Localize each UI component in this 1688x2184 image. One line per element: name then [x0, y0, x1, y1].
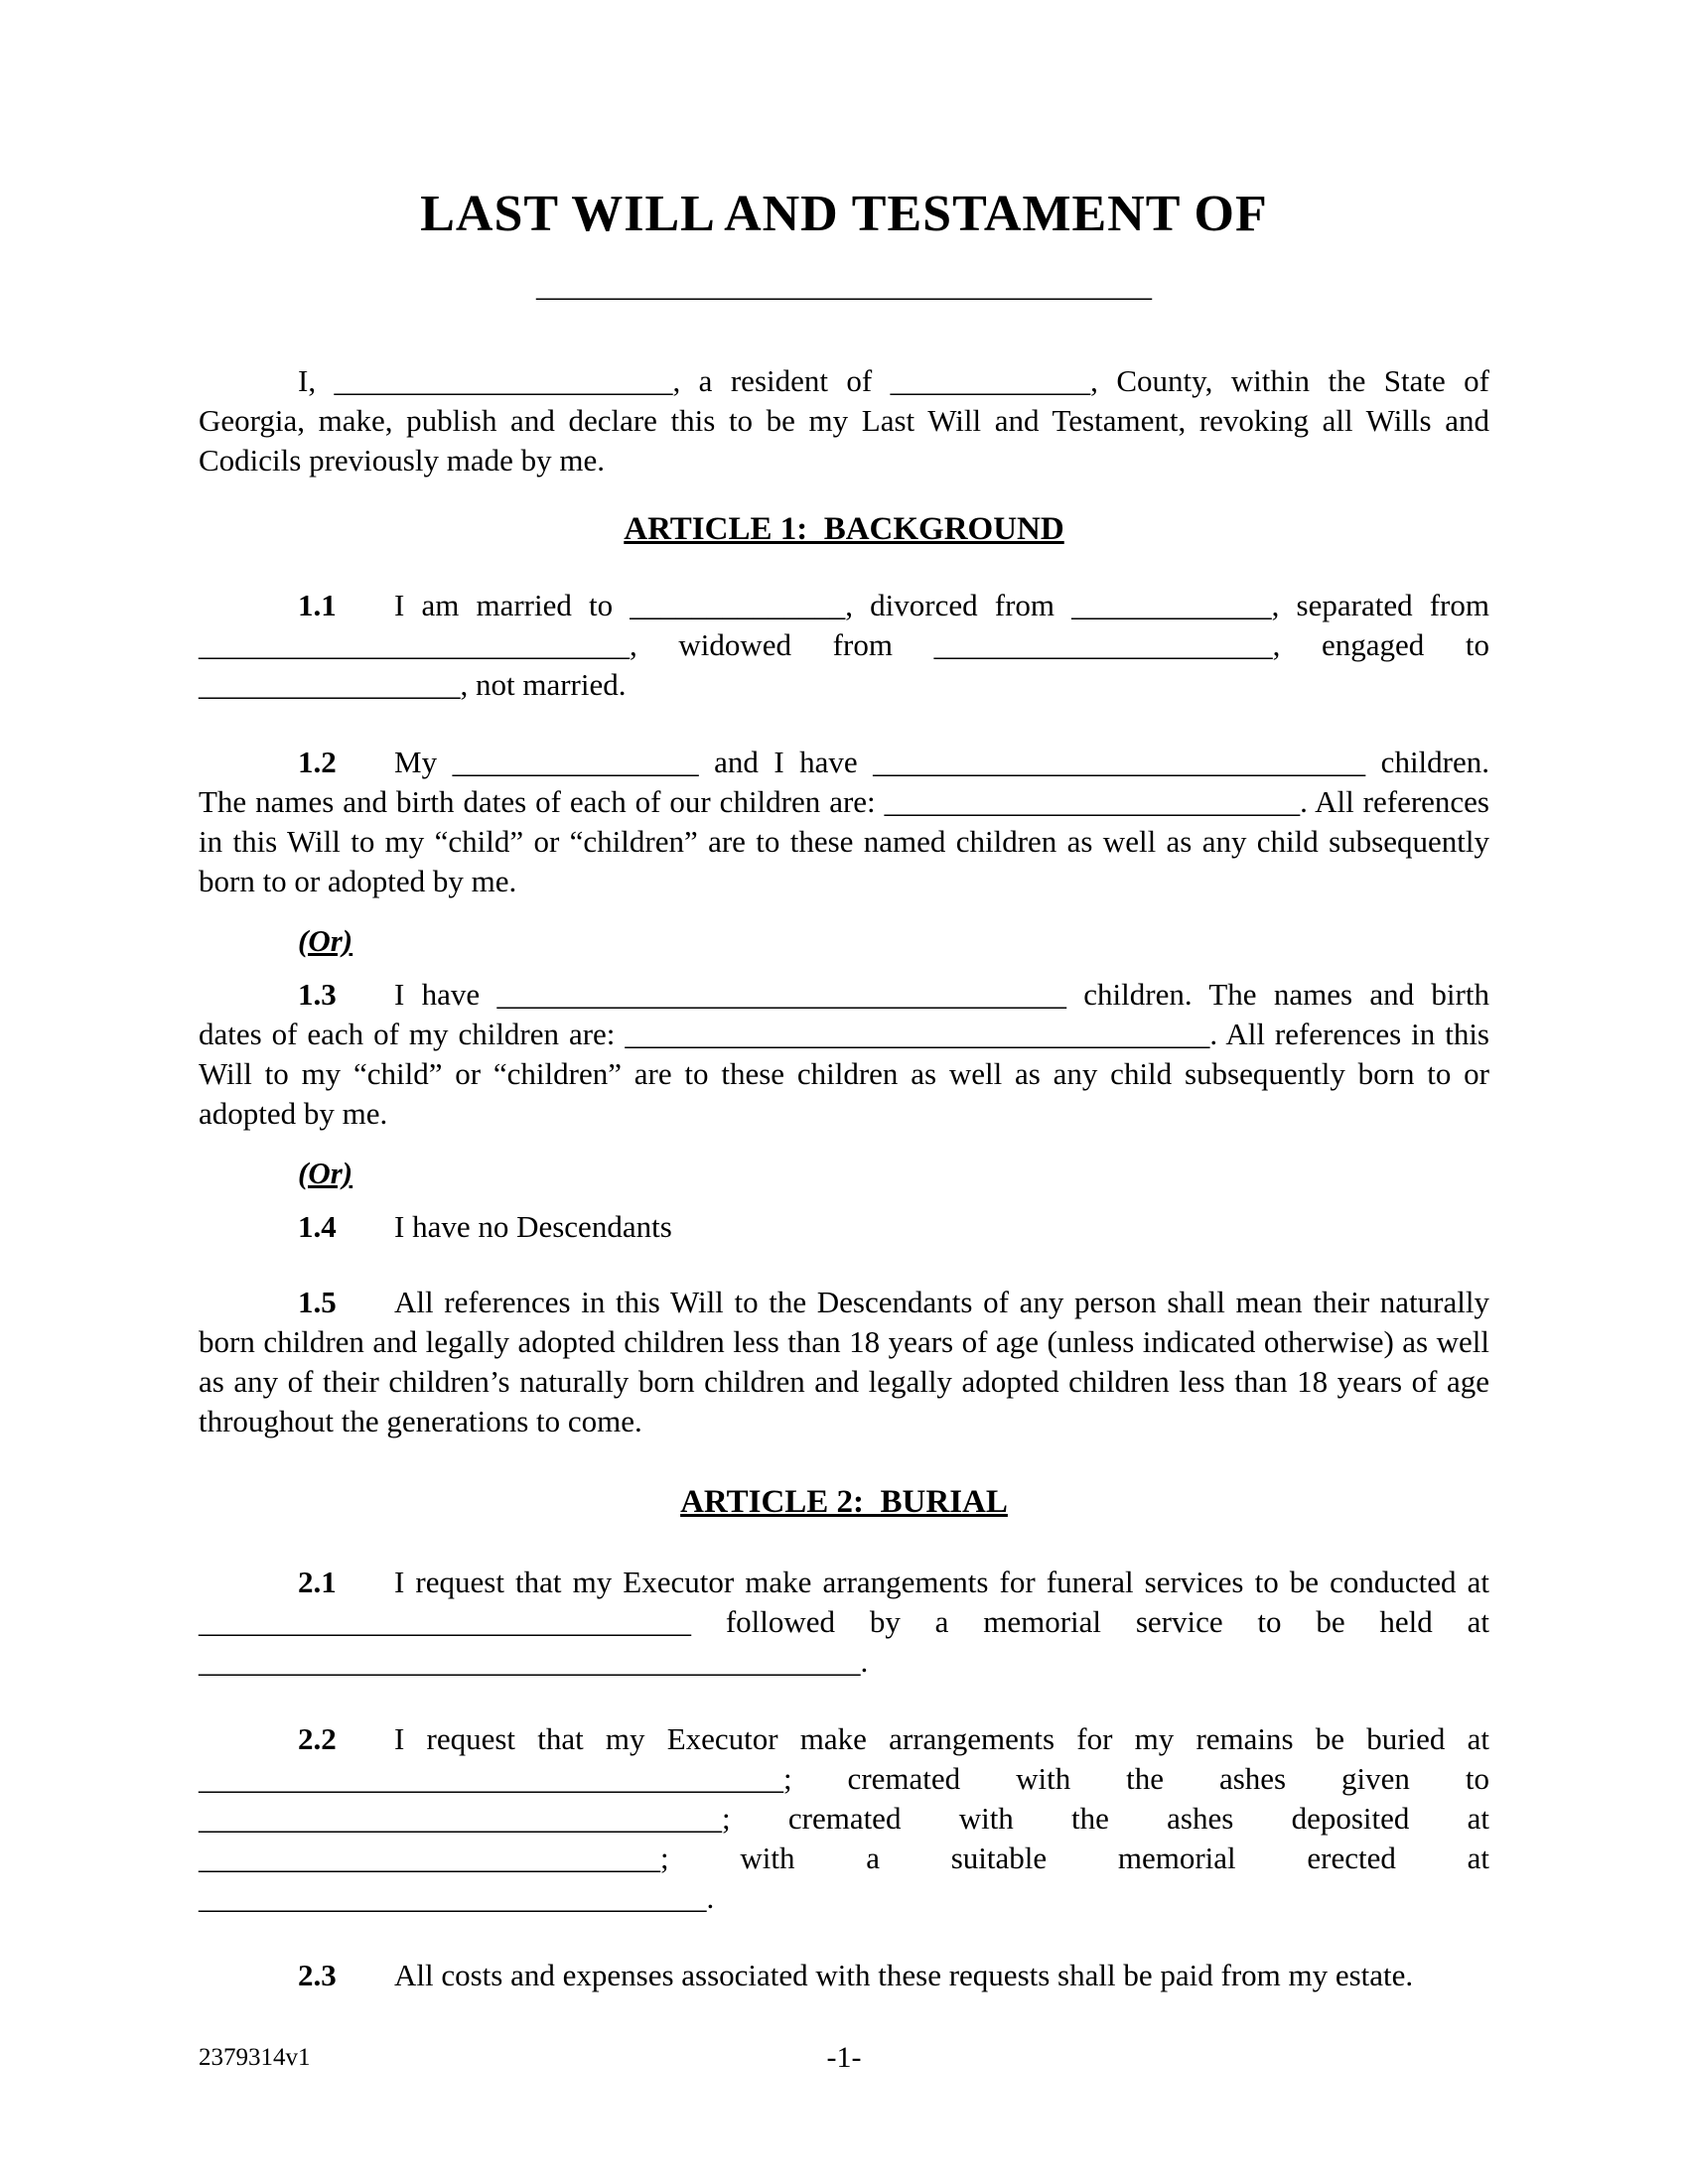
section-1-4-text: I have no Descendants: [394, 1208, 672, 1244]
article-1-heading: ARTICLE 1: BACKGROUND: [624, 510, 1064, 547]
section-2-2-text: I request that my Executor make arrangements for my remains be buried at ______________________________________; cremated with the ashes given to __________________________________; cremated with the ashes deposited at ______________________________; with a suitable memorial erected at _________________________________.: [199, 1720, 1489, 1915]
section-1-2-number: 1.2: [298, 744, 337, 779]
or-separator-1: (Or): [298, 922, 353, 958]
section-1-3-text: I have _____________________________________ children. The names and birth dates of each of my children are: ______________________________________. All references in this Will to my “child” or “children” are to these children as well as any child subsequently born to or adopted by me.: [199, 976, 1489, 1131]
section-2-2-number: 2.2: [298, 1720, 337, 1756]
footer-page-number: -1-: [826, 2041, 862, 2074]
section-1-4: [199, 1207, 1489, 1247]
section-1-1-text: I am married to ______________, divorced from _____________, separated from ____________________________, widowed from ______________________, engaged to _________________, not married.: [199, 587, 1489, 702]
section-1-3-number: 1.3: [298, 976, 337, 1012]
section-1-1-number: 1.1: [298, 587, 337, 622]
section-2-3-text: All costs and expenses associated with these requests shall be paid from my estate.: [394, 1957, 1414, 1992]
section-1-5-number: 1.5: [298, 1284, 337, 1319]
section-1-1: [199, 586, 1489, 705]
section-2-1-text: I request that my Executor make arrangements for funeral services to be conducted at ________________________________ followed by a memorial service to be held at ___________________________________________.: [199, 1564, 1489, 1679]
section-2-1: [199, 1563, 1489, 1682]
title-blank-line: ________________________________________: [536, 267, 1152, 303]
section-2-2: [199, 1719, 1489, 1918]
document-title: LAST WILL AND TESTAMENT OF: [420, 186, 1268, 242]
section-2-1-number: 2.1: [298, 1564, 337, 1599]
section-2-3: [199, 1956, 1489, 1995]
article-2-heading: ARTICLE 2: BURIAL: [680, 1483, 1008, 1520]
section-1-4-number: 1.4: [298, 1208, 337, 1244]
or-separator-2: (Or): [298, 1155, 353, 1190]
section-2-3-number: 2.3: [298, 1957, 337, 1992]
opening-paragraph: I, ______________________, a resident of _____________, County, within the State of Georgia, make, publish and declare this to be my Last Will and Testament, revoking all Wills and Codicils previously made by me.: [199, 362, 1489, 478]
footer-document-number: 2379314v1: [199, 2044, 311, 2071]
section-1-2: [199, 743, 1489, 901]
section-1-5: [199, 1283, 1489, 1441]
section-1-3: [199, 975, 1489, 1134]
section-1-2-text: My ________________ and I have ________________________________ children. The names and birth dates of each of our children are: ___________________________. All references in this Will to my “child” or “children” are to these named children as well as any child subsequently born to or adopted by me.: [199, 744, 1489, 898]
section-1-5-text: All references in this Will to the Descendants of any person shall mean their naturally born children and legally adopted children less than 18 years of age (unless indicated otherwise) as well as any of their children’s naturally born children and legally adopted children less than 18 years of age throughout the generations to come.: [199, 1284, 1489, 1438]
